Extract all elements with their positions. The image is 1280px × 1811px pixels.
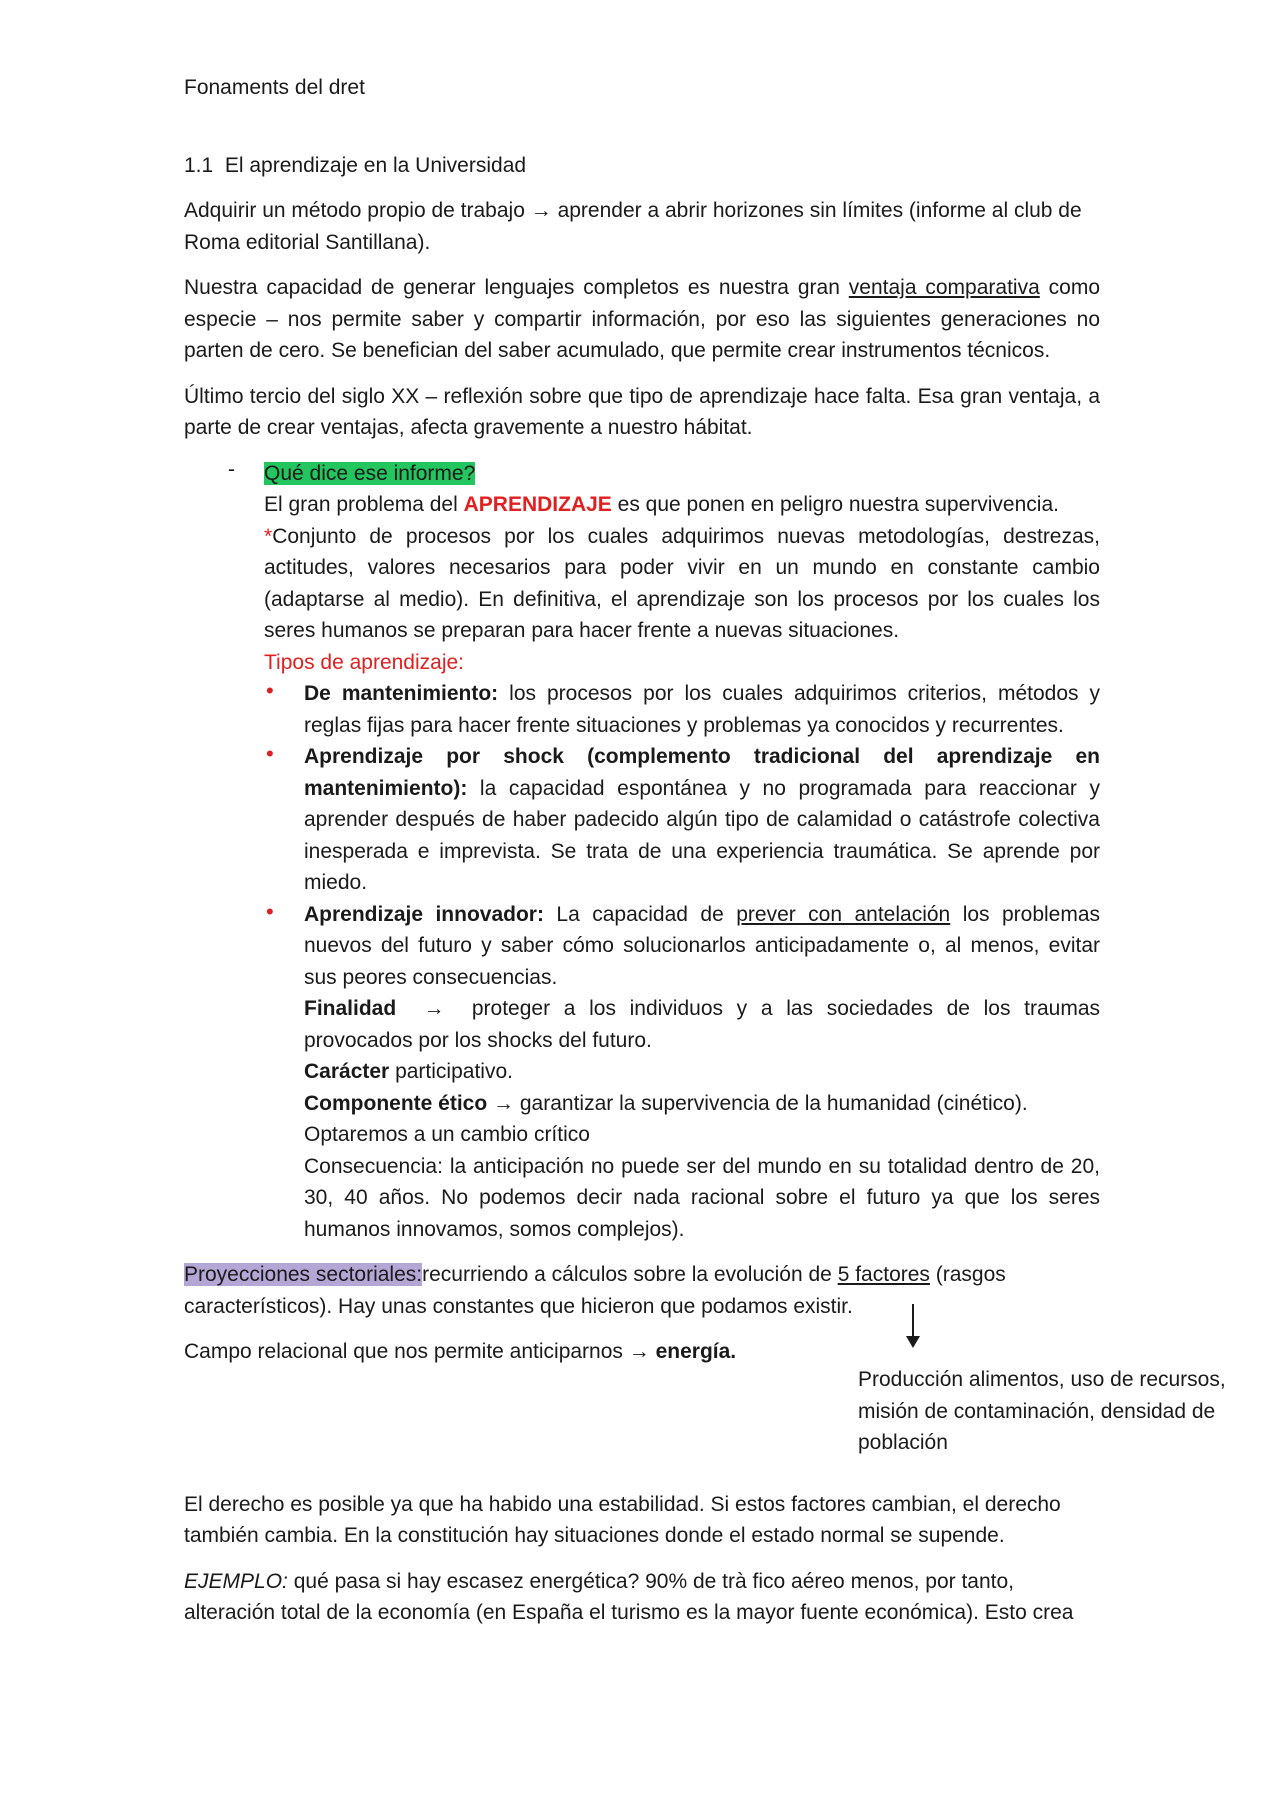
finalidad-line: Finalidad → proteger a los individuos y a las sociedades de los traumas provocados por los shocks del futuro.	[304, 997, 1101, 1052]
bullet-icon: •	[266, 678, 274, 703]
lenguajes-text-cont: como especie – nos permite saber y compartir información, por eso las siguientes generaciones no parten de cero. Se benefician del saber acumulado, que permite crear instrumentos técnicos.	[184, 276, 1101, 362]
innovador-details	[184, 993, 1100, 1245]
arrow-right-icon: →	[628, 1340, 650, 1363]
list-item-innovador: • Aprendizaje innovador: La capacidad de prever con antelación los problemas nuevos del futuro y saber cómo solucionarlos anticipadamente o, al menos, evitar sus peores consecuencias.	[266, 898, 1101, 989]
section-heading	[184, 150, 1100, 182]
bullet-icon: •	[266, 741, 274, 766]
factores-side-note: Producción alimentos, uso de recursos, misión de contaminación, densidad de población	[858, 1368, 1226, 1454]
paragraph-lenguajes	[184, 272, 1100, 367]
metodo-text: Adquirir un método propio de trabajo	[184, 199, 525, 222]
tipos-title: Tipos de aprendizaje:	[264, 650, 465, 674]
paragraph-metodo	[184, 195, 1100, 258]
section-title: El aprendizaje en la Universidad	[224, 153, 527, 177]
paragraph-siglo-xx: Último tercio del siglo XX – reflexión sobre que tipo de aprendizaje hace falta. Esa gran ventaja, a parte de crear ventajas, afecta gravemente a nuestro hábitat.	[184, 384, 1100, 439]
ventaja-comparativa: ventaja comparativa	[848, 276, 1040, 299]
prever-underlined: prever con antelación	[736, 902, 951, 926]
paragraph-campo: Campo relacional que nos permite anticiparnos → energía.	[184, 1340, 737, 1363]
optaremos-line: Optaremos a un cambio crítico	[304, 1123, 590, 1146]
aprendizaje-keyword: APRENDIZAJE	[463, 493, 612, 516]
arrow-right-icon: →	[423, 997, 445, 1020]
arrow-right-icon: →	[493, 1091, 515, 1115]
document-title: Fonaments del dret	[184, 76, 365, 99]
arrow-right-icon: →	[530, 199, 552, 222]
down-arrow-icon	[906, 1336, 920, 1348]
metodo-text-cont: aprender a abrir horizones sin límites (informe al club de Roma editorial Santillana).	[184, 199, 1082, 254]
bullet-icon: •	[266, 898, 274, 924]
list-item-shock: • Aprendizaje por shock (complemento tradicional del aprendizaje en mantenimiento): la capacidad espontánea y no programada para reaccionar y aprender después de haber padecido algún tipo de calamidad o catástrofe colectiva inesperada e imprevista. Se trata de una experiencia traumática. Se aprende por miedo.	[266, 741, 1100, 894]
paragraph-derecho: El derecho es posible ya que ha habido una estabilidad. Si estos factores cambian, el derecho también cambia. En la constitución hay situaciones donde el estado normal se supende.	[184, 1492, 1061, 1547]
paragraph-ejemplo: EJEMPLO: qué pasa si hay escasez energética? 90% de trà fico aéreo menos, por tanto, alteración total de la economía (en España el turismo es la mayor fuente económica). Esto crea	[184, 1569, 1074, 1624]
informe-question: Qué dice ese informe?	[264, 461, 476, 485]
componente-line: Componente ético → garantizar la supervivencia de la humanidad (cinético).	[304, 1091, 1028, 1115]
dash-marker: -	[228, 457, 235, 481]
cinco-factores: 5 factores	[837, 1263, 930, 1286]
caracter-line: Carácter participativo.	[304, 1060, 513, 1083]
lenguajes-text: Nuestra capacidad de generar lenguajes completos es nuestra gran	[184, 276, 840, 299]
informe-item	[184, 458, 1100, 679]
ejemplo-label: EJEMPLO:	[184, 1569, 288, 1593]
informe-problem: El gran problema del APRENDIZAJE es que ponen en peligro nuestra supervivencia.	[264, 493, 1059, 516]
proyecciones-label: Proyecciones sectoriales:	[184, 1263, 423, 1286]
paragraph-proyecciones: Proyecciones sectoriales:recurriendo a cálculos sobre la evolución de 5 factores (rasgos característicos). Hay unas constantes que hicieron que podamos existir.	[184, 1263, 1006, 1318]
list-item-mantenimiento: • De mantenimiento: los procesos por los cuales adquirimos criterios, métodos y reglas fijas para hacer frente situaciones y problemas ya conocidos y recurrentes.	[266, 678, 1101, 737]
consecuencia-line: Consecuencia: la anticipación no puede ser del mundo en su totalidad dentro de 20, 30, 40 años. No podemos decir nada racional sobre el futuro ya que los seres humanos innovamos, somos complejos).	[304, 1154, 1100, 1241]
section-number: 1.1	[184, 153, 214, 177]
down-arrow-line	[912, 1304, 914, 1340]
aprendizaje-definition: *Conjunto de procesos por los cuales adquirimos nuevas metodologías, destrezas, actitudes, valores necesarios para poder vivir en un mundo en constante cambio (adaptarse al medio). En definitiva, el aprendizaje son los procesos por los cuales los seres humanos se preparan para hacer frente a nuevas situaciones.	[264, 524, 1100, 642]
